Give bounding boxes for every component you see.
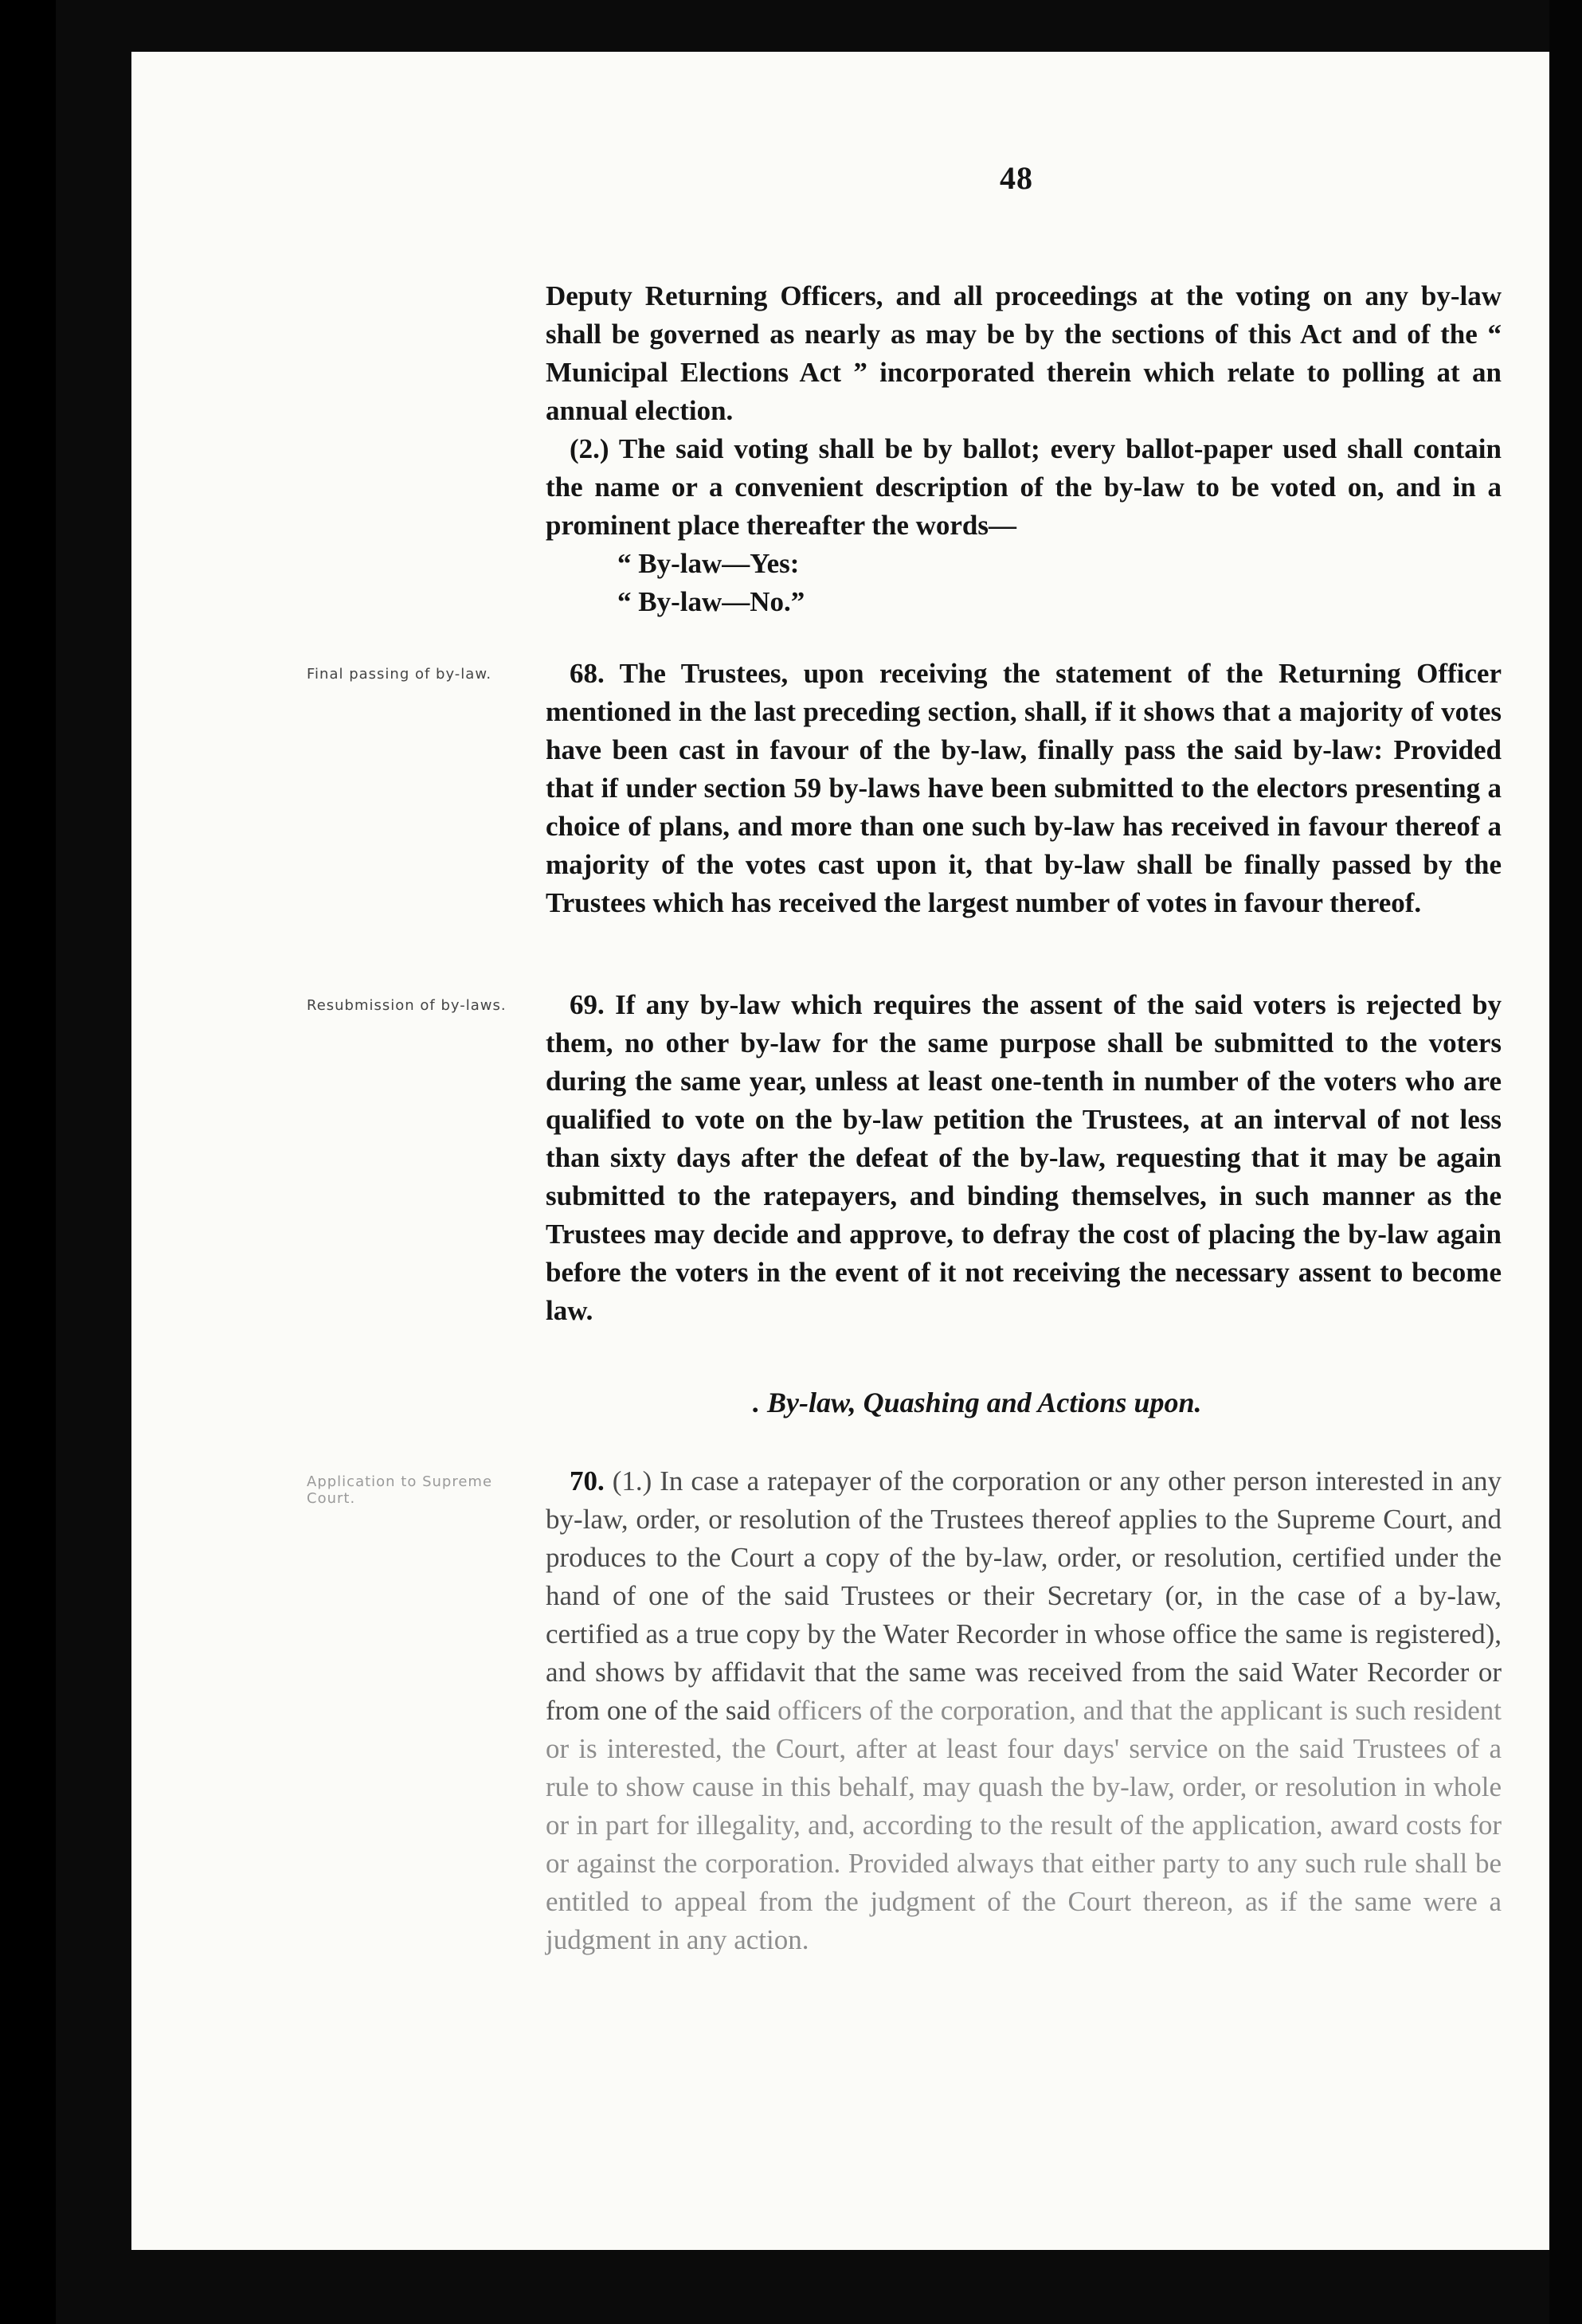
section-70-text-dark: (1.) In case a ratepayer of the corporation or any other person interested in any by-law, order, or resolution of the Trustees thereof applies to the Supreme Court, and produces to the Court a copy of the by-law, order, or resolution, certified under the hand of one of the said Trustees or their Secretary (or, in the case of a by-law, certified as a true copy by the Water Recorder in whose office the same is registered), and shows by affidavit that the same was received from the said Water Recorder or from one of the said	[546, 1465, 1502, 1726]
scan-left-edge	[0, 0, 56, 2324]
page-number: 48	[1000, 160, 1033, 196]
section-69	[546, 986, 1502, 1330]
section-69-paragraph	[546, 986, 1502, 1330]
section-70-text-faded: officers of the corporation, and that the applicant is such resident or is interested, the Court, after at least four days' service on the said Trustees of a rule to show cause in this behalf, may quash the by-law, order, or resolution in whole or in part for illegality, and, according to the result of the application, award costs for or against the corporation. Provided always that either party to any such rule shall be entitled to appeal from the judgment of the Court thereon, as if the same were a judgment in any action.	[546, 1695, 1502, 1955]
section-69-text: If any by-law which requires the assent of the said voters is rejected by them, no other by-law for the same purpose shall be submitted to the voters during the same year, unless at least one-tenth in number of the voters who are qualified to vote on the by-law petition the Trustees, at an interval of not less than sixty days after the defeat of the by-law, requesting that it may be again submitted to the ratepayers, and binding themselves, in such manner as the Trustees may decide and approve, to defray the cost of placing the by-law again before the voters in the event of it not receiving the necessary assent to become law.	[546, 989, 1502, 1326]
vote-yes-line: “ By-law—Yes:	[617, 548, 800, 579]
section-68-text: The Trustees, upon receiving the statement of the Returning Officer mentioned in the last preceding section, shall, if it shows that a majority of votes have been cast in favour of the by-law, finally pass the said by-law: Provided that if under section 59 by-laws have been submitted to the electors presenting a choice of plans, and more than one such by-law has received in favour thereof a majority of the votes cast upon it, that by-law shall be finally passed by the Trustees which has received the largest number of votes in favour thereof.	[546, 658, 1502, 918]
section-heading: . By-law, Quashing and Actions upon.	[753, 1387, 1202, 1418]
section-68-paragraph	[546, 655, 1502, 922]
margin-note-resubmission: Resubmission of by-laws.	[307, 997, 507, 1014]
continuation-block	[546, 277, 1502, 621]
section-70-number: 70.	[570, 1465, 605, 1497]
section-70	[546, 1462, 1502, 1959]
continuation-paragraph: Deputy Returning Officers, and all proceedings at the voting on any by-law shall be governed as nearly as may be by the sections of this Act and of the “ Municipal Elections Act ” incorporated therein which relate to polling at an annual election.	[546, 280, 1502, 426]
section-68	[546, 655, 1502, 922]
section-69-number: 69.	[570, 989, 605, 1020]
section-70-paragraph	[546, 1462, 1502, 1959]
section-68-number: 68.	[570, 658, 605, 689]
scan-right-edge	[1549, 0, 1582, 2324]
margin-note-application: Application to Supreme Court.	[307, 1473, 493, 1507]
margin-note-final-passing: Final passing of by-law.	[307, 666, 492, 683]
vote-no-line: “ By-law—No.”	[617, 586, 805, 617]
subsection-2-paragraph: (2.) The said voting shall be by ballot; every ballot-paper used shall contain the name or a convenient description of the by-law to be voted on, and in a prominent place thereafter the words—	[546, 433, 1502, 541]
